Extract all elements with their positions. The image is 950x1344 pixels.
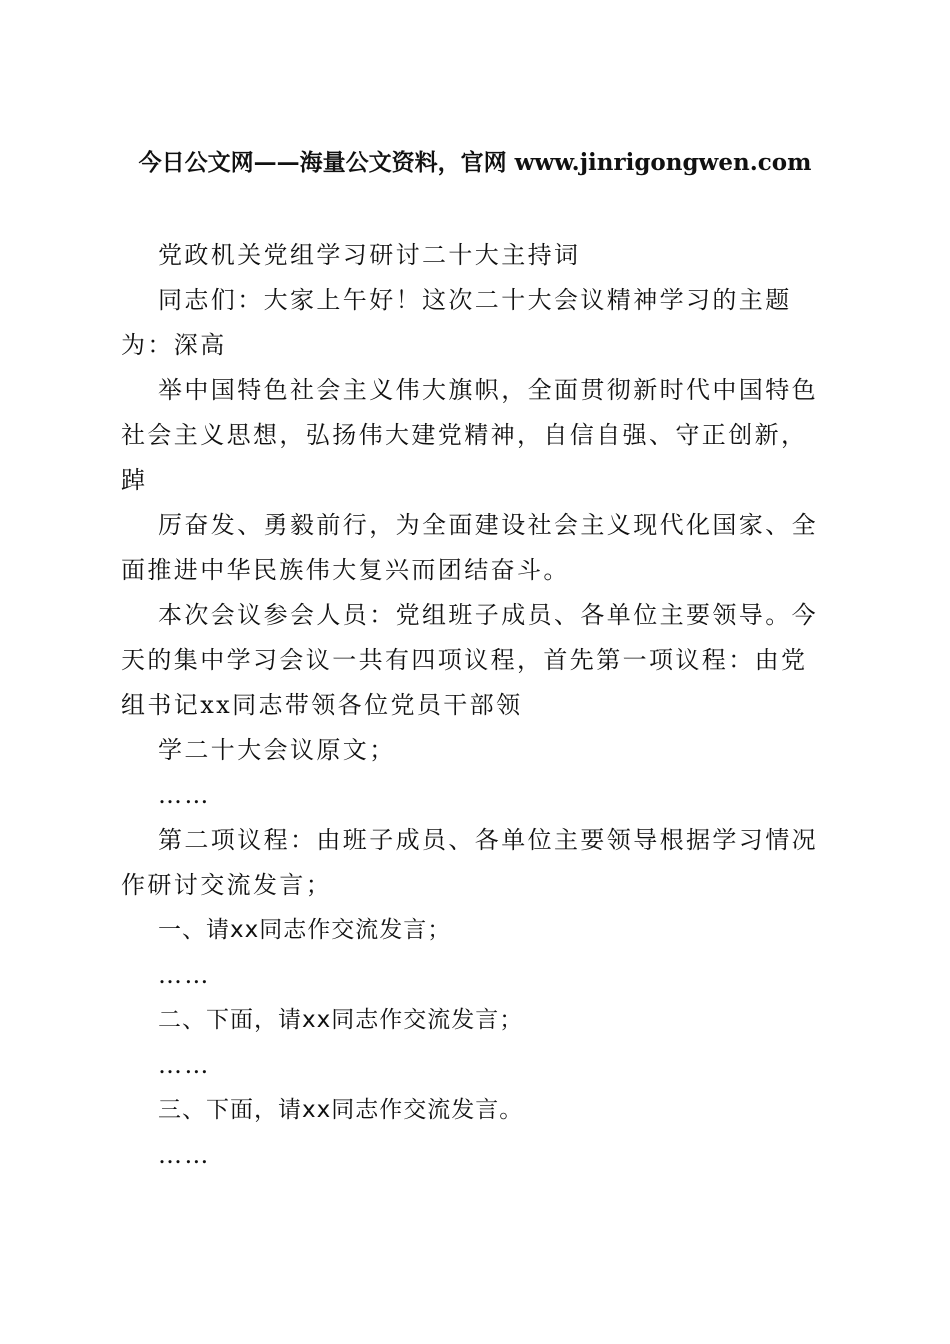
paragraph: 学二十大会议原文； <box>158 736 396 764</box>
paragraph: 第二项议程：由班子成员、各单位主要领导根据学习情况作研讨交流发言； <box>121 826 818 899</box>
document-body <box>121 233 821 1178</box>
speaker-line: 二、下面，请xx同志作交流发言； <box>158 1007 524 1033</box>
speaker-line: 三、下面，请xx同志作交流发言。 <box>158 1097 524 1123</box>
ellipsis-line: …… <box>158 1141 211 1169</box>
document-title: 党政机关党组学习研讨二十大主持词 <box>158 241 581 269</box>
ellipsis-line: …… <box>158 961 211 989</box>
site-header-title: 今日公文网——海量公文资料，官网 www.jinrigongwen.com <box>138 149 812 176</box>
ellipsis-line: …… <box>158 781 211 809</box>
paragraph: 本次会议参会人员：党组班子成员、各单位主要领导。今天的集中学习会议一共有四项议程，首先第一项议程：由党组书记xx同志带领各位党员干部领 <box>121 601 818 719</box>
ellipsis-line: …… <box>158 1051 211 1079</box>
paragraph: 厉奋发、勇毅前行，为全面建设社会主义现代化国家、全面推进中华民族伟大复兴而团结奋斗。 <box>121 511 818 584</box>
paragraph: 同志们：大家上午好！这次二十大会议精神学习的主题为：深高 <box>121 286 792 359</box>
speaker-line: 一、请xx同志作交流发言； <box>158 917 452 943</box>
paragraph: 举中国特色社会主义伟大旗帜，全面贯彻新时代中国特色社会主义思想，弘扬伟大建党精神，自信自强、守正创新，踔 <box>121 376 818 494</box>
